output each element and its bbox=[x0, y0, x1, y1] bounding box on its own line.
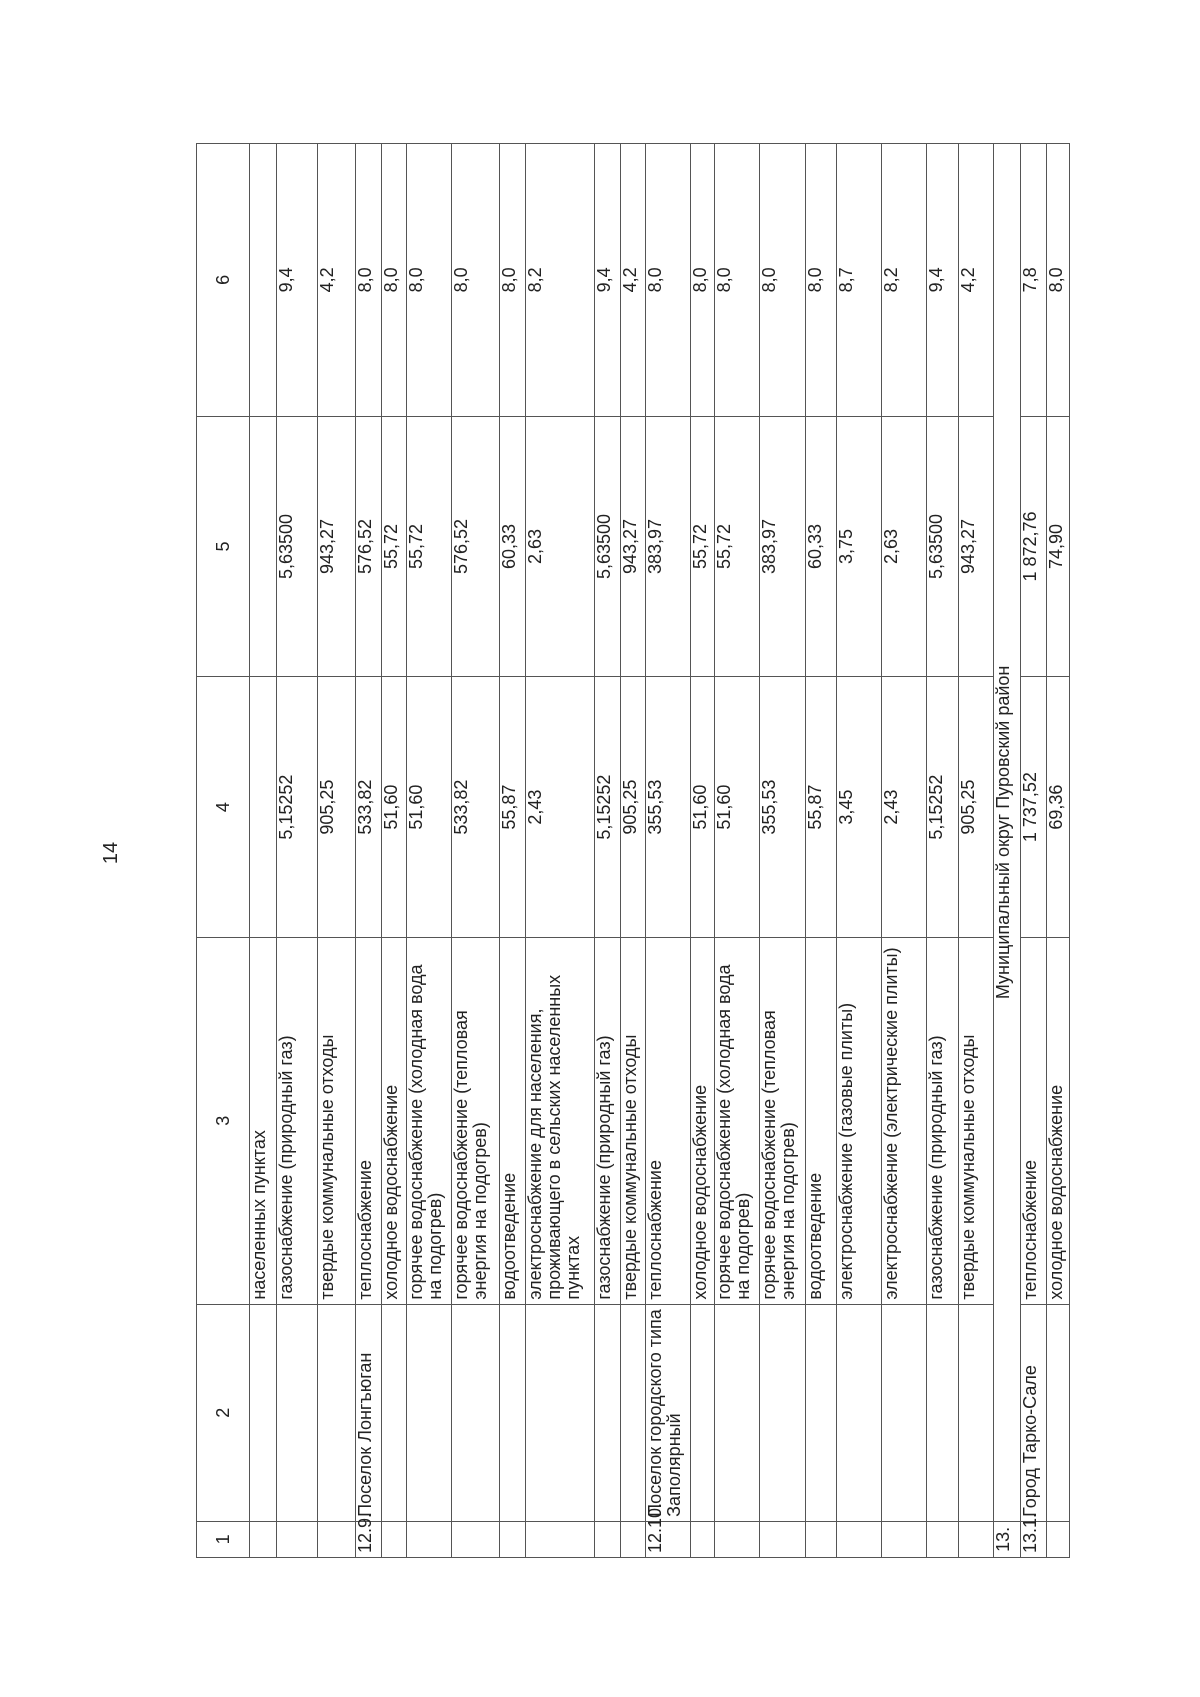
value-col6-cell: 8,0 bbox=[382, 144, 406, 417]
table-row bbox=[927, 144, 958, 1558]
table-row bbox=[382, 144, 406, 1558]
table-row bbox=[250, 144, 277, 1558]
value-col4-cell: 905,25 bbox=[621, 677, 645, 938]
service-cell: газоснабжение (природный газ) bbox=[276, 937, 317, 1304]
value-col4-cell: 51,60 bbox=[406, 677, 451, 938]
locality-cell bbox=[927, 1304, 958, 1521]
locality-cell bbox=[317, 1304, 355, 1521]
value-col5-cell: 5,63500 bbox=[276, 416, 317, 677]
row-number-cell bbox=[317, 1521, 355, 1557]
header-cell: 5 bbox=[197, 416, 250, 677]
header-row bbox=[197, 144, 250, 1558]
locality-cell bbox=[958, 1304, 994, 1521]
service-cell: электроснабжение для населения, проживающего в сельских населенных пунктах bbox=[526, 937, 594, 1304]
service-cell: твердые коммунальные отходы bbox=[621, 937, 645, 1304]
value-col5-cell: 576,52 bbox=[355, 416, 382, 677]
row-number-cell bbox=[382, 1521, 406, 1557]
locality-cell bbox=[499, 1304, 526, 1521]
table-row bbox=[355, 144, 382, 1558]
locality-cell bbox=[621, 1304, 645, 1521]
service-cell: горячее водоснабжение (холодная вода на подогрев) bbox=[406, 937, 451, 1304]
value-col4-cell: 533,82 bbox=[355, 677, 382, 938]
value-col6-cell: 8,2 bbox=[526, 144, 594, 417]
value-col6-cell: 8,0 bbox=[645, 144, 690, 417]
value-col6-cell: 8,0 bbox=[499, 144, 526, 417]
row-number-cell bbox=[805, 1521, 836, 1557]
value-col5-cell bbox=[250, 416, 277, 677]
locality-cell: Поселок Лонгъюган bbox=[355, 1304, 382, 1521]
value-col5-cell: 943,27 bbox=[317, 416, 355, 677]
row-number-cell bbox=[250, 1521, 277, 1557]
table-row bbox=[882, 144, 927, 1558]
table-row bbox=[645, 144, 690, 1558]
table-row bbox=[406, 144, 451, 1558]
value-col4-cell: 3,45 bbox=[836, 677, 881, 938]
value-col5-cell: 55,72 bbox=[382, 416, 406, 677]
value-col5-cell: 943,27 bbox=[621, 416, 645, 677]
value-col4-cell: 355,53 bbox=[645, 677, 690, 938]
row-number-cell bbox=[499, 1521, 526, 1557]
service-cell: электроснабжение (электрические плиты) bbox=[882, 937, 927, 1304]
value-col5-cell: 5,63500 bbox=[594, 416, 621, 677]
value-col4-cell: 51,60 bbox=[690, 677, 714, 938]
service-cell: горячее водоснабжение (тепловая энергия на подогрев) bbox=[760, 937, 805, 1304]
value-col4-cell: 55,87 bbox=[499, 677, 526, 938]
value-col6-cell: 9,4 bbox=[594, 144, 621, 417]
value-col4-cell: 1 737,52 bbox=[1021, 677, 1047, 938]
value-col4-cell: 5,15252 bbox=[276, 677, 317, 938]
table-row bbox=[1046, 144, 1069, 1558]
row-number-cell bbox=[276, 1521, 317, 1557]
value-col6-cell: 8,0 bbox=[1046, 144, 1069, 417]
service-cell: твердые коммунальные отходы bbox=[958, 937, 994, 1304]
service-cell: газоснабжение (природный газ) bbox=[927, 937, 958, 1304]
service-cell: горячее водоснабжение (тепловая энергия на подогрев) bbox=[452, 937, 500, 1304]
locality-cell bbox=[805, 1304, 836, 1521]
locality-cell bbox=[1046, 1304, 1069, 1521]
service-cell: водоотведение bbox=[499, 937, 526, 1304]
table-row bbox=[715, 144, 760, 1558]
header-cell: 4 bbox=[197, 677, 250, 938]
service-cell: населенных пунктах bbox=[250, 937, 277, 1304]
header-cell: 2 bbox=[197, 1304, 250, 1521]
table-row bbox=[836, 144, 881, 1558]
value-col6-cell bbox=[250, 144, 277, 417]
value-col6-cell: 8,0 bbox=[715, 144, 760, 417]
table-row bbox=[526, 144, 594, 1558]
locality-cell bbox=[594, 1304, 621, 1521]
value-col4-cell: 51,60 bbox=[382, 677, 406, 938]
value-col4-cell: 51,60 bbox=[715, 677, 760, 938]
header-cell: 1 bbox=[197, 1521, 250, 1557]
service-cell: электроснабжение (газовые плиты) bbox=[836, 937, 881, 1304]
tariff-table bbox=[196, 143, 1070, 1558]
value-col6-cell: 8,0 bbox=[805, 144, 836, 417]
value-col5-cell: 60,33 bbox=[805, 416, 836, 677]
value-col4-cell: 69,36 bbox=[1046, 677, 1069, 938]
value-col4-cell: 2,43 bbox=[882, 677, 927, 938]
section-title-cell: Муниципальный округ Пуровский район bbox=[994, 144, 1021, 1522]
value-col6-cell: 4,2 bbox=[621, 144, 645, 417]
locality-cell bbox=[690, 1304, 714, 1521]
service-cell: теплоснабжение bbox=[645, 937, 690, 1304]
locality-cell bbox=[882, 1304, 927, 1521]
value-col4-cell bbox=[250, 677, 277, 938]
value-col4-cell: 355,53 bbox=[760, 677, 805, 938]
row-number-cell: 12.9. bbox=[355, 1521, 382, 1557]
rotated-table-wrapper bbox=[196, 143, 1070, 1558]
value-col6-cell: 8,0 bbox=[355, 144, 382, 417]
value-col5-cell: 3,75 bbox=[836, 416, 881, 677]
service-cell: теплоснабжение bbox=[355, 937, 382, 1304]
row-number-cell bbox=[690, 1521, 714, 1557]
locality-cell bbox=[452, 1304, 500, 1521]
value-col6-cell: 9,4 bbox=[927, 144, 958, 417]
value-col4-cell: 5,15252 bbox=[927, 677, 958, 938]
row-number-cell bbox=[760, 1521, 805, 1557]
header-cell: 6 bbox=[197, 144, 250, 417]
value-col5-cell: 576,52 bbox=[452, 416, 500, 677]
value-col5-cell: 383,97 bbox=[645, 416, 690, 677]
row-number-cell bbox=[1046, 1521, 1069, 1557]
service-cell: водоотведение bbox=[805, 937, 836, 1304]
locality-cell bbox=[715, 1304, 760, 1521]
table-row bbox=[499, 144, 526, 1558]
row-number-cell bbox=[882, 1521, 927, 1557]
row-number-cell bbox=[715, 1521, 760, 1557]
row-number-cell bbox=[594, 1521, 621, 1557]
value-col5-cell: 55,72 bbox=[715, 416, 760, 677]
value-col5-cell: 2,63 bbox=[882, 416, 927, 677]
value-col6-cell: 9,4 bbox=[276, 144, 317, 417]
value-col5-cell: 60,33 bbox=[499, 416, 526, 677]
service-cell: газоснабжение (природный газ) bbox=[594, 937, 621, 1304]
table-row bbox=[958, 144, 994, 1558]
service-cell: холодное водоснабжение bbox=[1046, 937, 1069, 1304]
locality-cell: Поселок городского типа Заполярный bbox=[645, 1304, 690, 1521]
row-number-cell: 12.10. bbox=[645, 1521, 690, 1557]
table-row bbox=[1021, 144, 1047, 1558]
locality-cell bbox=[250, 1304, 277, 1521]
table-row bbox=[760, 144, 805, 1558]
row-number-cell bbox=[526, 1521, 594, 1557]
table-row bbox=[317, 144, 355, 1558]
table-row bbox=[690, 144, 714, 1558]
section-number-cell: 13. bbox=[994, 1521, 1021, 1557]
locality-cell bbox=[276, 1304, 317, 1521]
locality-cell bbox=[382, 1304, 406, 1521]
value-col6-cell: 8,7 bbox=[836, 144, 881, 417]
locality-cell bbox=[406, 1304, 451, 1521]
value-col4-cell: 5,15252 bbox=[594, 677, 621, 938]
row-number-cell bbox=[927, 1521, 958, 1557]
row-number-cell bbox=[836, 1521, 881, 1557]
value-col4-cell: 533,82 bbox=[452, 677, 500, 938]
service-cell: твердые коммунальные отходы bbox=[317, 937, 355, 1304]
row-number-cell bbox=[958, 1521, 994, 1557]
row-number-cell bbox=[406, 1521, 451, 1557]
locality-cell bbox=[836, 1304, 881, 1521]
value-col6-cell: 4,2 bbox=[317, 144, 355, 417]
value-col5-cell: 5,63500 bbox=[927, 416, 958, 677]
value-col5-cell: 74,90 bbox=[1046, 416, 1069, 677]
section-row bbox=[994, 144, 1021, 1558]
value-col5-cell: 943,27 bbox=[958, 416, 994, 677]
service-cell: холодное водоснабжение bbox=[382, 937, 406, 1304]
service-cell: холодное водоснабжение bbox=[690, 937, 714, 1304]
service-cell: горячее водоснабжение (холодная вода на подогрев) bbox=[715, 937, 760, 1304]
row-number-cell bbox=[621, 1521, 645, 1557]
value-col4-cell: 55,87 bbox=[805, 677, 836, 938]
table-row bbox=[276, 144, 317, 1558]
value-col5-cell: 55,72 bbox=[690, 416, 714, 677]
value-col5-cell: 1 872,76 bbox=[1021, 416, 1047, 677]
value-col6-cell: 7,8 bbox=[1021, 144, 1047, 417]
value-col4-cell: 905,25 bbox=[958, 677, 994, 938]
value-col4-cell: 905,25 bbox=[317, 677, 355, 938]
service-cell: теплоснабжение bbox=[1021, 937, 1047, 1304]
table-row bbox=[805, 144, 836, 1558]
value-col5-cell: 2,63 bbox=[526, 416, 594, 677]
value-col6-cell: 8,0 bbox=[452, 144, 500, 417]
row-number-cell: 13.1. bbox=[1021, 1521, 1047, 1557]
value-col6-cell: 8,0 bbox=[406, 144, 451, 417]
table-row bbox=[452, 144, 500, 1558]
value-col6-cell: 8,2 bbox=[882, 144, 927, 417]
page-number: 14 bbox=[100, 841, 122, 865]
table-row bbox=[594, 144, 621, 1558]
locality-cell bbox=[526, 1304, 594, 1521]
row-number-cell bbox=[452, 1521, 500, 1557]
table-row bbox=[621, 144, 645, 1558]
locality-cell: Город Тарко-Сале bbox=[1021, 1304, 1047, 1521]
header-cell: 3 bbox=[197, 937, 250, 1304]
value-col6-cell: 8,0 bbox=[760, 144, 805, 417]
value-col5-cell: 55,72 bbox=[406, 416, 451, 677]
value-col6-cell: 4,2 bbox=[958, 144, 994, 417]
value-col6-cell: 8,0 bbox=[690, 144, 714, 417]
locality-cell bbox=[760, 1304, 805, 1521]
value-col5-cell: 383,97 bbox=[760, 416, 805, 677]
value-col4-cell: 2,43 bbox=[526, 677, 594, 938]
